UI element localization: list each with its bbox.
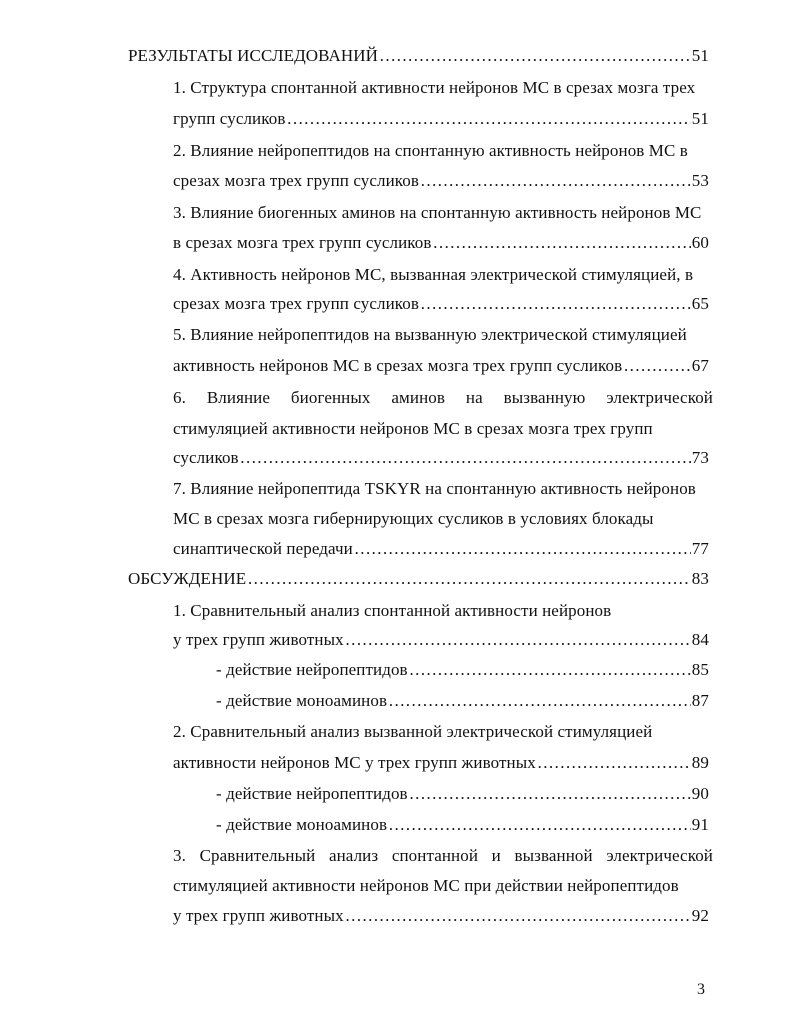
dot-leader [537, 752, 691, 774]
dot-leader [409, 783, 691, 805]
toc-entry-text: стимуляцией активности нейронов МС в срезах мозга трех групп [173, 419, 653, 438]
dot-leader [286, 108, 690, 130]
dot-leader [388, 814, 691, 836]
dot-leader [240, 447, 691, 469]
toc-entry-text: срезах мозга трех групп сусликов [173, 171, 420, 190]
page-ref: 89 [691, 753, 709, 772]
page-number: 3 [697, 981, 705, 998]
toc-entry-text: групп сусликов [173, 109, 286, 128]
toc-subentry [216, 783, 709, 805]
page-ref: 83 [691, 569, 709, 588]
toc-entry-text: 3. Влияние биогенных аминов на спонтанную активность нейронов МС [173, 203, 702, 222]
toc-entry-text: активность нейронов МС в срезах мозга трех групп сусликов [173, 356, 623, 375]
toc-entry-text: 3. Сравнительный анализ спонтанной и вызванной электрической [173, 846, 713, 865]
toc-entry-last-line [173, 108, 709, 130]
toc-entry-last-line [173, 538, 709, 560]
toc-entry-text: 5. Влияние нейропептидов на вызванную электрической стимуляцией [173, 325, 687, 344]
toc-entry-text: 1. Структура спонтанной активности нейронов МС в срезах мозга трех [173, 78, 696, 97]
toc-entry-text: в срезах мозга трех групп сусликов [173, 233, 432, 252]
toc-entry-text: сусликов [173, 448, 239, 467]
page-ref: 51 [691, 46, 709, 65]
toc-entry-last-line [173, 752, 709, 774]
toc-entry-last-line [173, 629, 709, 651]
page-ref: 87 [691, 691, 709, 710]
toc-subentry [216, 690, 709, 712]
dot-leader [247, 568, 691, 590]
page-ref: 51 [691, 109, 709, 128]
section-title: ОБСУЖДЕНИЕ [128, 569, 247, 588]
dot-leader [409, 659, 691, 681]
toc-subentry [216, 814, 709, 836]
page-ref: 90 [691, 784, 709, 803]
toc-entry-text: синаптической передачи [173, 539, 353, 558]
toc-subentry [216, 659, 709, 681]
toc-entry-text: 2. Влияние нейропептидов на спонтанную активность нейронов МС в [173, 141, 688, 160]
page-ref: 77 [691, 539, 709, 558]
toc-subentry-text: - действие нейропептидов [216, 784, 408, 803]
page-ref: 65 [691, 294, 709, 313]
toc-entry-text: у трех групп животных [173, 906, 344, 925]
toc-entry-text: 2. Сравнительный анализ вызванной электрической стимуляцией [173, 722, 653, 741]
page-ref: 73 [691, 448, 709, 467]
dot-leader [420, 170, 691, 192]
toc-entry-last-line [173, 293, 709, 315]
toc-section-discussion [128, 568, 709, 590]
dot-leader [354, 538, 691, 560]
dot-leader [345, 629, 691, 651]
toc-entry-text: активности нейронов МС у трех групп животных [173, 753, 536, 772]
toc-entry-last-line [173, 905, 709, 927]
toc-entry-last-line [173, 170, 709, 192]
toc-entry-text: 6. Влияние биогенных аминов на вызванную электрической [173, 388, 713, 407]
toc-entry-text: 1. Сравнительный анализ спонтанной активности нейронов [173, 601, 612, 620]
toc-entry-text: у трех групп животных [173, 630, 344, 649]
page-ref: 85 [691, 660, 709, 679]
toc-entry-text: МС в срезах мозга гибернирующих сусликов в условиях блокады [173, 509, 654, 528]
section-title: РЕЗУЛЬТАТЫ ИССЛЕДОВАНИЙ [128, 46, 379, 65]
toc-subentry-text: - действие моноаминов [216, 815, 388, 834]
page-ref: 60 [691, 233, 709, 252]
toc-entry-text: 7. Влияние нейропептида TSKYR на спонтанную активность нейронов [173, 479, 696, 498]
dot-leader [379, 45, 691, 67]
toc-subentry-text: - действие моноаминов [216, 691, 388, 710]
toc-subentry-text: - действие нейропептидов [216, 660, 408, 679]
dot-leader [623, 355, 691, 377]
toc-entry-text: срезах мозга трех групп сусликов [173, 294, 420, 313]
page-ref: 92 [691, 906, 709, 925]
dot-leader [345, 905, 691, 927]
dot-leader [433, 232, 691, 254]
toc-section-results [128, 45, 709, 67]
page-ref: 67 [691, 356, 709, 375]
dot-leader [420, 293, 691, 315]
toc-entry-last-line [173, 232, 709, 254]
toc-entry-text: стимуляцией активности нейронов МС при действии нейропептидов [173, 876, 679, 895]
page-ref: 84 [691, 630, 709, 649]
page-ref: 91 [691, 815, 709, 834]
toc-entry-last-line [173, 355, 709, 377]
page-ref: 53 [691, 171, 709, 190]
dot-leader [388, 690, 691, 712]
toc-entry-text: 4. Активность нейронов МС, вызванная электрической стимуляцией, в [173, 265, 694, 284]
toc-entry-last-line [173, 447, 709, 469]
